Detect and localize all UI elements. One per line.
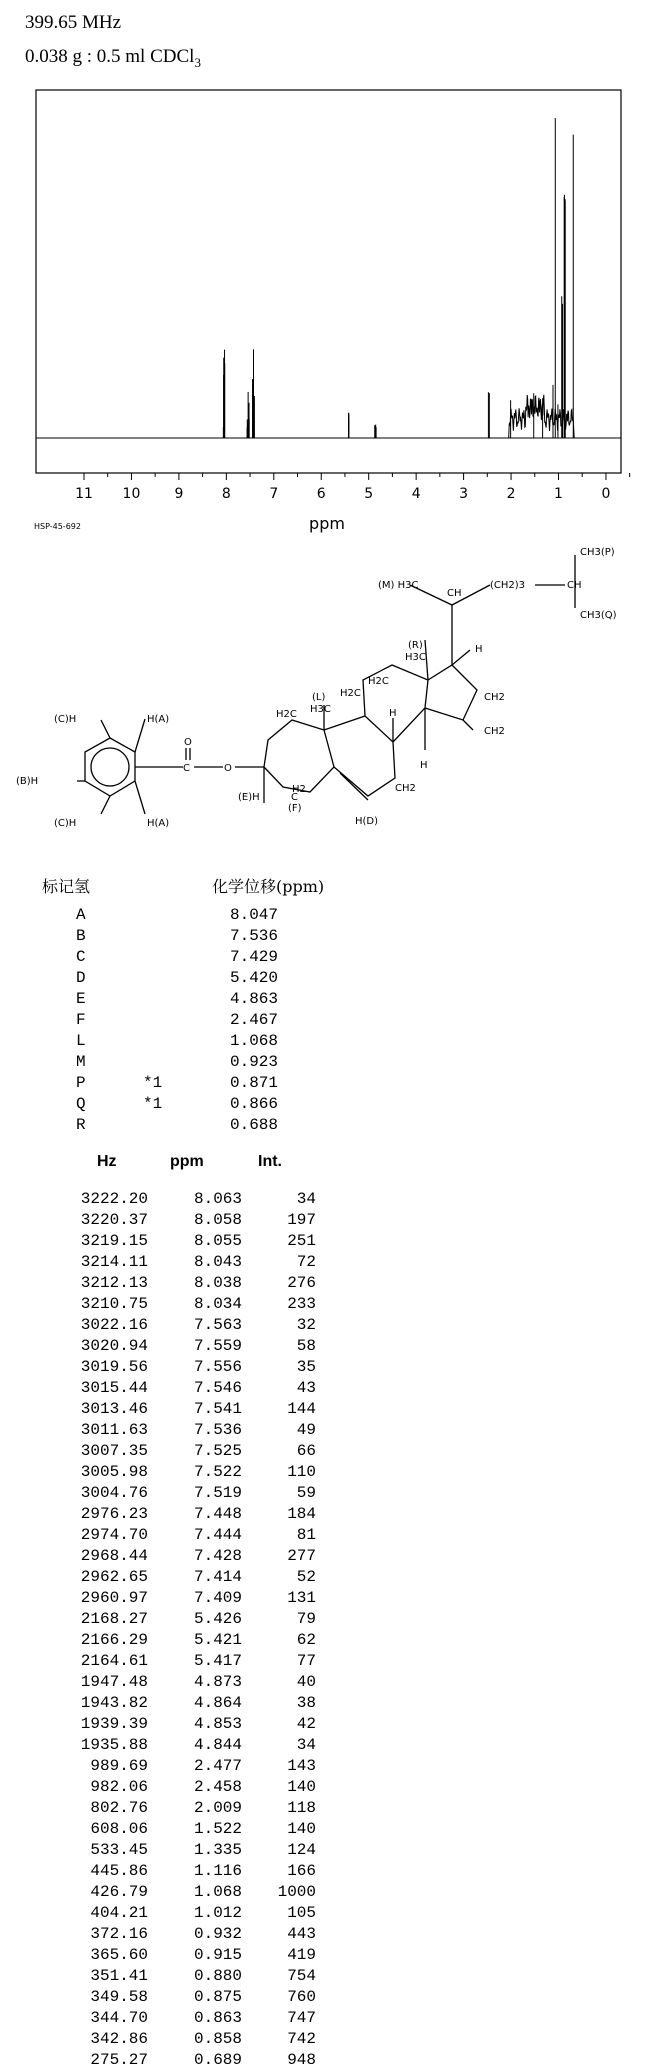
x-tick-label: 9 [174,486,184,502]
peak-hz: 2962.65 [80,1568,148,1586]
label-o-carbonyl: O [184,737,192,748]
assign-row [42,1074,442,1095]
peak-row [0,2009,652,2030]
peak-hz: 3004.76 [80,1484,148,1502]
peak-int: 49 [296,1421,316,1439]
sample-subscript: 3 [194,55,201,70]
label-ch2-b: CH2 [484,726,505,737]
peak-row [0,1190,652,1211]
label-h3c-l: H3C [310,704,331,715]
peak-ppm: 4.844 [193,1736,242,1754]
peak-int: 184 [287,1505,316,1523]
label-ch-q: CH3(Q) [580,610,617,621]
assign-label: A [76,906,86,924]
label-h-a: H [475,644,483,655]
peak-row [0,1484,652,1505]
peak-ppm: 7.448 [193,1505,242,1523]
peak-hz: 372.16 [90,1925,148,1943]
peak-row [0,1526,652,1547]
assign-row [42,1011,442,1032]
peak-int: 1000 [277,1883,316,1901]
peak-int: 72 [296,1253,316,1271]
peak-row [0,1421,652,1442]
label-m: (M) H3C [378,580,419,591]
peak-ppm: 8.058 [193,1211,242,1229]
peak-int: 124 [287,1841,316,1859]
label-ch2-c: CH2 [395,783,416,794]
peak-row [0,1253,652,1274]
peak-row [0,1547,652,1568]
peak-row [0,1505,652,1526]
label-ch2-3: (CH2)3 [490,580,526,591]
assign-header-shift: 化学位移(ppm) [212,877,325,896]
peak-row [0,1715,652,1736]
peak-int: 197 [287,1211,316,1229]
peak-ppm: 7.414 [193,1568,242,1586]
peak-int: 43 [296,1379,316,1397]
peak-hz: 349.58 [90,1988,148,2006]
peak-ppm: 0.880 [193,1967,242,1985]
peak-int: 754 [287,1967,316,1985]
peak-hz: 404.21 [90,1904,148,1922]
assign-shift: 7.536 [230,927,279,945]
peak-ppm: 2.477 [193,1757,242,1775]
peak-ppm: 8.055 [193,1232,242,1250]
peak-int: 742 [287,2030,316,2048]
peak-hz: 989.69 [90,1757,148,1775]
peak-ppm: 7.444 [193,1526,242,1544]
peak-ppm: 1.012 [193,1904,242,1922]
peak-int: 34 [296,1736,316,1754]
label-hc-top: (C)H [54,714,77,725]
peak-hz: 351.41 [90,1967,148,1985]
peak-ppm: 2.009 [193,1799,242,1817]
peak-ppm: 0.875 [193,1988,242,2006]
peak-ppm: 0.932 [193,1925,242,1943]
peak-hz: 608.06 [90,1820,148,1838]
peak-hz: 1935.88 [80,1736,148,1754]
assign-label: B [76,927,86,945]
peak-hz: 3005.98 [80,1463,148,1481]
peak-hz: 802.76 [90,1799,148,1817]
label-ch2-a: CH2 [484,692,505,703]
x-tick-label: 8 [221,486,231,502]
label-h2c-1: H2C [340,688,361,699]
sample-text: 0.038 g : 0.5 ml CDCl [25,46,195,67]
peak-int: 52 [296,1568,316,1586]
peak-ppm: 2.458 [193,1778,242,1796]
peak-int: 443 [287,1925,316,1943]
x-tick-label: 7 [269,486,279,502]
peak-int: 144 [287,1400,316,1418]
peak-hz: 2168.27 [80,1610,148,1628]
peak-lines [223,118,573,438]
peak-int: 948 [287,2051,316,2069]
peak-hz: 344.70 [90,2009,148,2027]
peak-int: 32 [296,1316,316,1334]
peak-ppm: 7.563 [193,1316,242,1334]
peak-hz: 3019.56 [80,1358,148,1376]
label-o-ester: O [224,763,232,774]
x-axis-label: ppm [309,514,345,533]
peak-hz: 2164.61 [80,1652,148,1670]
peak-ppm: 7.536 [193,1421,242,1439]
assign-row [42,927,442,948]
peak-hz: 3210.75 [80,1295,148,1313]
assign-row [42,948,442,969]
peak-int: 105 [287,1904,316,1922]
assign-shift: 8.047 [230,906,279,924]
assign-label: P [76,1074,86,1092]
peak-hz: 3011.63 [80,1421,148,1439]
peak-hz: 275.27 [90,2051,148,2069]
label-h-c: H [420,760,428,771]
x-tick-label: 1 [554,486,563,502]
x-tick-label: 10 [122,486,141,502]
peak-row [0,1904,652,1925]
assign-shift: 4.863 [230,990,279,1008]
assign-row [42,1032,442,1053]
peak-ppm: 1.335 [193,1841,242,1859]
label-h2: H2 [292,784,306,795]
assign-label: E [76,990,86,1008]
peak-int: 747 [287,2009,316,2027]
peak-ppm: 7.546 [193,1379,242,1397]
peak-ppm: 7.522 [193,1463,242,1481]
peak-int: 62 [296,1631,316,1649]
peak-row [0,1568,652,1589]
peak-row [0,1799,652,1820]
peak-int: 77 [296,1652,316,1670]
peak-hz: 2960.97 [80,1589,148,1607]
peak-row [0,1211,652,1232]
x-tick-label: 3 [459,486,469,502]
peak-hz: 2166.29 [80,1631,148,1649]
peak-int: 419 [287,1946,316,1964]
peak-hz: 3220.37 [80,1211,148,1229]
assign-row [42,1095,442,1116]
peak-hz: 3214.11 [80,1253,148,1271]
peak-row [0,1631,652,1652]
peak-ppm: 7.541 [193,1400,242,1418]
assign-note: *1 [143,1095,163,1113]
peak-ppm: 7.519 [193,1484,242,1502]
peak-row [0,1463,652,1484]
peak-int: 66 [296,1442,316,1460]
peak-ppm: 8.038 [193,1274,242,1292]
label-h2c-3: H2C [276,709,297,720]
peak-row [0,1778,652,1799]
label-hb: (B)H [16,776,39,787]
label-c: C [183,763,190,774]
peak-int: 58 [296,1337,316,1355]
peak-row [0,1757,652,1778]
assign-shift: 0.866 [230,1095,279,1113]
peak-hz: 3212.13 [80,1274,148,1292]
peak-hz: 426.79 [90,1883,148,1901]
aliphatic-multiplet [506,395,577,438]
x-tick-label: 2 [506,486,516,502]
frequency-label: 399.65 MHz [25,12,122,33]
assign-row [42,906,442,927]
assign-label: M [76,1053,86,1071]
peak-header-ppm: ppm [170,1153,204,1170]
peak-int: 81 [296,1526,316,1544]
assign-label: D [76,969,86,987]
peak-int: 277 [287,1547,316,1565]
peak-ppm: 0.863 [193,2009,242,2027]
assign-shift: 0.923 [230,1053,279,1071]
peak-row [0,1610,652,1631]
peak-ppm: 1.068 [193,1883,242,1901]
label-ch-side: CH [447,588,462,599]
peak-row [0,1274,652,1295]
x-tick-label: 4 [411,486,421,502]
peak-row [0,2051,652,2072]
peak-row [0,1883,652,1904]
peak-row [0,1652,652,1673]
peak-int: 143 [287,1757,316,1775]
structure-labels [16,547,617,829]
peak-int: 140 [287,1820,316,1838]
peak-hz: 2968.44 [80,1547,148,1565]
peak-int: 79 [296,1610,316,1628]
peak-hz: 2974.70 [80,1526,148,1544]
assign-note: *1 [143,1074,163,1092]
label-h3c-r: H3C [405,652,426,663]
peak-ppm: 7.428 [193,1547,242,1565]
spectrum-id: HSP-45-692 [34,522,81,531]
peak-row [0,1337,652,1358]
peak-ppm: 5.421 [193,1631,242,1649]
assign-shift: 0.871 [230,1074,279,1092]
peak-hz: 2976.23 [80,1505,148,1523]
peak-row [0,1946,652,1967]
peak-hz: 3013.46 [80,1400,148,1418]
peak-hz: 3022.16 [80,1316,148,1334]
peak-row [0,1295,652,1316]
peak-row [0,1736,652,1757]
assign-label: F [76,1011,86,1029]
peak-int: 34 [296,1190,316,1208]
assign-shift: 0.688 [230,1116,279,1134]
peak-ppm: 1.522 [193,1820,242,1838]
peak-row [0,1400,652,1421]
peak-int: 35 [296,1358,316,1376]
assign-label: L [76,1032,86,1050]
molecule-structure [0,530,652,850]
peak-row [0,1925,652,1946]
peak-row [0,1694,652,1715]
label-h2c-2: H2C [368,676,389,687]
label-r: (R) [408,640,423,651]
peak-hz: 445.86 [90,1862,148,1880]
peak-ppm: 5.426 [193,1610,242,1628]
peak-ppm: 4.853 [193,1715,242,1733]
assign-shift: 1.068 [230,1032,279,1050]
assign-shift: 5.420 [230,969,279,987]
assign-label: C [76,948,86,966]
x-tick-label: 11 [75,486,93,502]
peak-row [0,1841,652,1862]
x-axis-ticks [75,473,630,502]
peak-row [0,1232,652,1253]
assign-header-label: 标记氢 [42,877,91,896]
label-ch-top: CH3(P) [580,547,615,558]
peak-hz: 365.60 [90,1946,148,1964]
peak-int: 42 [296,1715,316,1733]
peak-hz: 3020.94 [80,1337,148,1355]
peak-ppm: 7.525 [193,1442,242,1460]
assign-label: Q [76,1095,86,1113]
peak-hz: 3015.44 [80,1379,148,1397]
peak-int: 40 [296,1673,316,1691]
peak-row [0,1316,652,1337]
peak-ppm: 8.063 [193,1190,242,1208]
peak-row [0,1358,652,1379]
peak-hz: 1943.82 [80,1694,148,1712]
peak-ppm: 8.043 [193,1253,242,1271]
label-f: (F) [288,803,302,814]
peak-row [0,1967,652,1988]
peak-row [0,1673,652,1694]
peak-int: 276 [287,1274,316,1292]
peak-ppm: 4.873 [193,1673,242,1691]
sample-label [25,46,201,68]
peak-header-int: Int. [258,1153,282,1170]
label-e: (E)H [238,792,260,803]
assign-row [42,1053,442,1074]
peak-ppm: 1.116 [193,1862,242,1880]
assign-shift: 2.467 [230,1011,279,1029]
peak-hz: 3222.20 [80,1190,148,1208]
peak-hz: 3007.35 [80,1442,148,1460]
label-h-b: H [389,708,397,719]
peak-header-hz: Hz [97,1153,117,1170]
label-hc-bot: (C)H [54,818,77,829]
peak-hz: 982.06 [90,1778,148,1796]
peak-ppm: 4.864 [193,1694,242,1712]
label-ha-bot: H(A) [147,818,170,829]
peak-row [0,2030,652,2051]
assign-label: R [76,1116,86,1134]
structure-bonds [77,555,575,814]
peak-int: 251 [287,1232,316,1250]
label-ha-top: H(A) [147,714,170,725]
peak-ppm: 5.417 [193,1652,242,1670]
peak-hz: 3219.15 [80,1232,148,1250]
peak-row [0,1442,652,1463]
assign-row [42,990,442,1011]
peak-int: 38 [296,1694,316,1712]
peak-row [0,1862,652,1883]
peak-ppm: 7.409 [193,1589,242,1607]
label-hd: H(D) [355,816,379,827]
peak-int: 110 [287,1463,316,1481]
x-tick-label: 0 [601,486,611,502]
x-tick-label: 5 [364,486,374,502]
peak-int: 166 [287,1862,316,1880]
peak-int: 760 [287,1988,316,2006]
peak-hz: 1939.39 [80,1715,148,1733]
peak-int: 118 [287,1799,316,1817]
peak-ppm: 7.559 [193,1337,242,1355]
label-l: (L) [312,692,326,703]
peak-row [0,1820,652,1841]
peak-hz: 533.45 [90,1841,148,1859]
peak-ppm: 0.689 [193,2051,242,2069]
peak-ppm: 0.915 [193,1946,242,1964]
assign-shift: 7.429 [230,948,279,966]
peak-hz: 342.86 [90,2030,148,2048]
peak-int: 233 [287,1295,316,1313]
peak-row [0,1379,652,1400]
peak-int: 59 [296,1484,316,1502]
peak-int: 140 [287,1778,316,1796]
peak-ppm: 8.034 [193,1295,242,1313]
peak-row [0,1988,652,2009]
peak-ppm: 0.858 [193,2030,242,2048]
label-ch-mid: CH [567,580,582,591]
label-c-f: C [291,792,298,803]
x-tick-label: 6 [316,486,326,502]
peak-hz: 1947.48 [80,1673,148,1691]
assign-row [42,1116,442,1137]
assign-row [42,969,442,990]
peak-row [0,1589,652,1610]
peak-int: 131 [287,1589,316,1607]
peak-ppm: 7.556 [193,1358,242,1376]
